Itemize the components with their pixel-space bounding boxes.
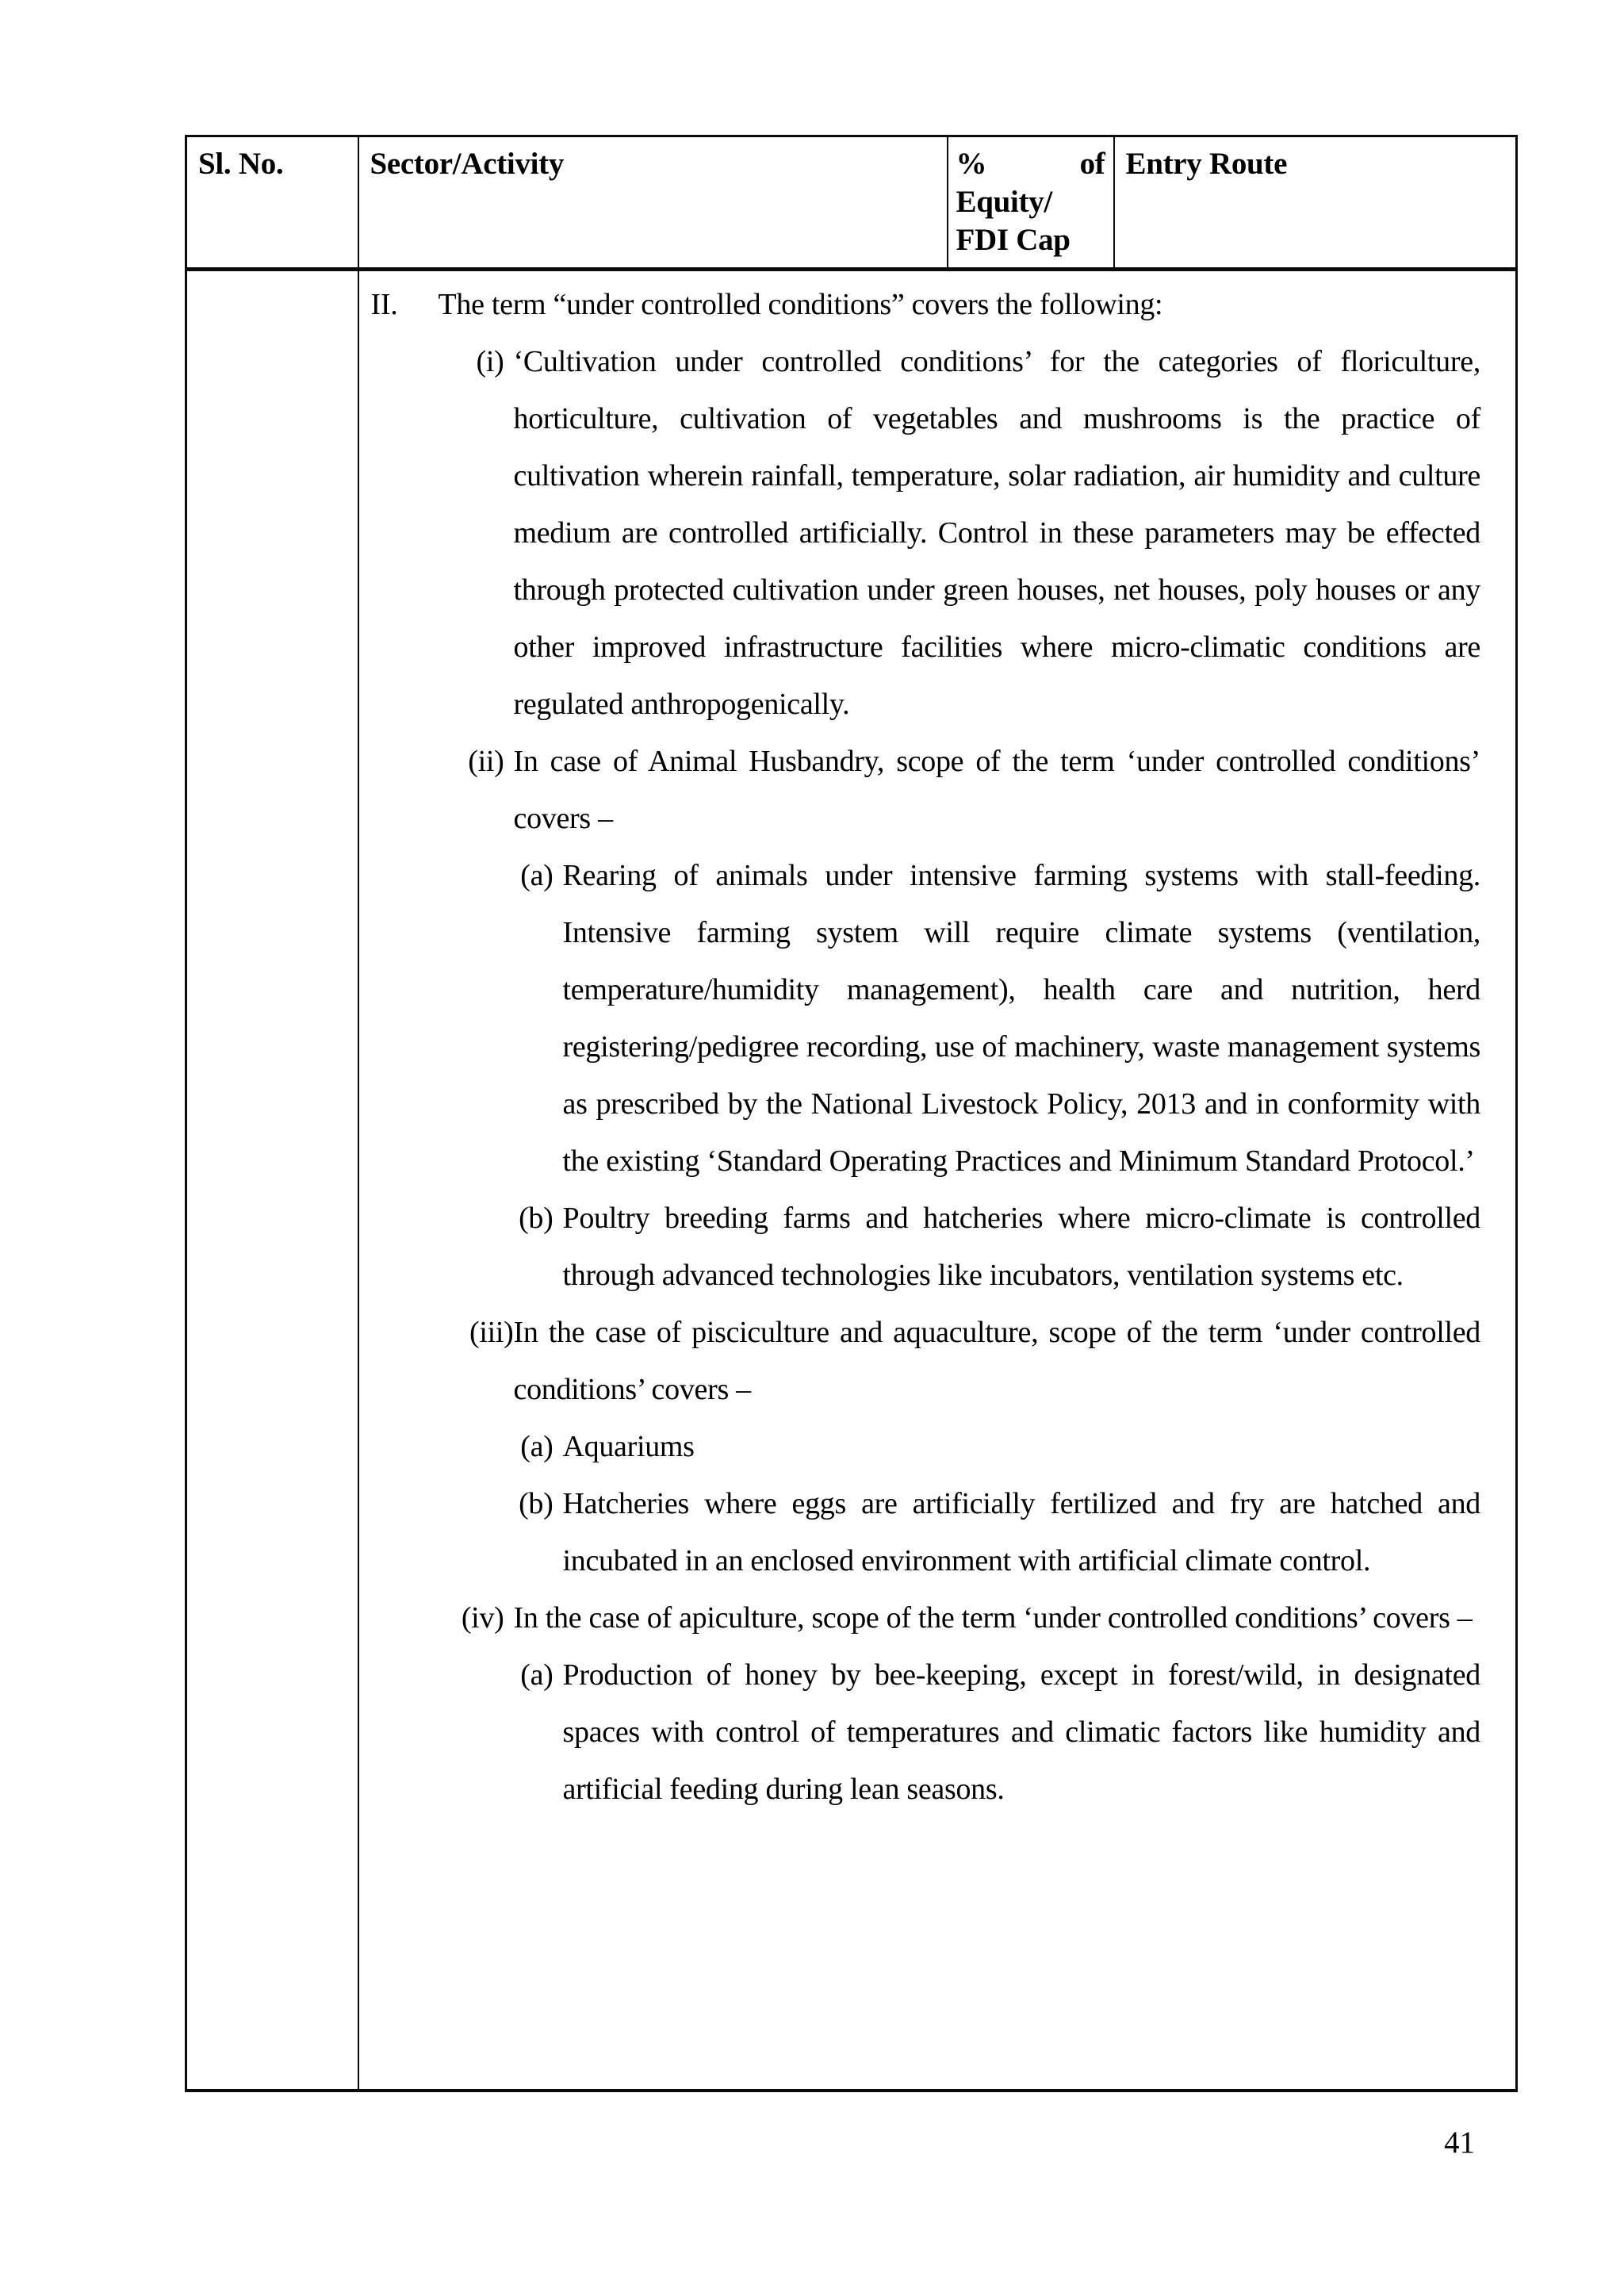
sub-item-iii-b-text: Hatcheries where eggs are artificially fertilized and fry are hatched and incubated in an enclosed environment with artificial climate control. bbox=[562, 1487, 1480, 1577]
sub-item-ii-b-text: Poultry breeding farms and hatcheries where micro-climate is controlled through advanced technologies like incubators, ventilation systems etc. bbox=[562, 1202, 1480, 1292]
column-header-entry-route: Entry Route bbox=[1114, 136, 1517, 270]
sub-marker-iv-a: (a) bbox=[520, 1658, 553, 1692]
table-header-row bbox=[186, 136, 1517, 270]
sub-item-iv-a-text: Production of honey by bee-keeping, except in forest/wild, in designated spaces with control of temperatures and climatic factors like humidity and artificial feeding during lean seasons. bbox=[562, 1658, 1480, 1806]
list-item-iii-text: In the case of pisciculture and aquaculture, scope of the term ‘under controlled conditions’ covers – bbox=[513, 1316, 1480, 1406]
clause-number: II. bbox=[370, 288, 398, 321]
clause-ii-row bbox=[370, 276, 1481, 333]
sub-marker-ii-b: (b) bbox=[519, 1202, 553, 1235]
list-marker-i: (i) bbox=[476, 345, 504, 378]
list-item-iv bbox=[461, 1589, 1481, 1646]
sector-activity-cell bbox=[358, 270, 1517, 2091]
column-header-sector-activity: Sector/Activity bbox=[358, 136, 948, 270]
sub-item-iii-a bbox=[520, 1418, 1481, 1475]
list-marker-ii: (ii) bbox=[468, 745, 504, 778]
list-item-iv-text: In the case of apiculture, scope of the term ‘under controlled conditions’ covers – bbox=[513, 1601, 1473, 1635]
sub-item-ii-a bbox=[520, 847, 1481, 1190]
sub-item-iv-a bbox=[520, 1646, 1481, 1818]
sl-no-cell bbox=[186, 270, 358, 2091]
column-header-equity-fdi-cap: % of Equity/ FDI Cap bbox=[948, 136, 1114, 270]
sub-marker-ii-a: (a) bbox=[520, 859, 553, 892]
sub-item-iii-b bbox=[519, 1475, 1481, 1589]
page-number: 41 bbox=[1444, 2125, 1475, 2160]
fdi-sector-table bbox=[185, 135, 1518, 2092]
list-marker-iv: (iv) bbox=[461, 1601, 504, 1635]
list-marker-iii: (iii) bbox=[469, 1316, 514, 1349]
list-item-iii bbox=[469, 1304, 1481, 1418]
sub-item-iii-a-text: Aquariums bbox=[562, 1430, 695, 1463]
column-header-sl-no: Sl. No. bbox=[186, 136, 358, 270]
list-item-ii-text: In case of Animal Husbandry, scope of the term ‘under controlled conditions’ covers – bbox=[513, 745, 1480, 835]
list-item-i bbox=[476, 333, 1481, 733]
table-body-row bbox=[186, 270, 1517, 2091]
sub-item-ii-b bbox=[519, 1190, 1481, 1304]
sub-marker-iii-a: (a) bbox=[520, 1430, 553, 1463]
sub-item-ii-a-text: Rearing of animals under intensive farming systems with stall-feeding. Intensive farming system will require climate systems (ventilation, temperature/humidity management), health care and nutrition, herd registering/pedigree recording, use of machinery, waste management systems as prescribed by the National Livestock Policy, 2013 and in conformity with the existing ‘Standard Operating Practices and Minimum Standard Protocol.’ bbox=[562, 859, 1480, 1178]
list-item-i-text: ‘Cultivation under controlled conditions’ for the categories of floriculture, horticulture, cultivation of vegetables and mushrooms is the practice of cultivation wherein rainfall, temperature, solar radiation, air humidity and culture medium are controlled artificially. Control in these parameters may be effected through protected cultivation under green houses, net houses, poly houses or any other improved infrastructure facilities where micro-climatic conditions are regulated anthropogenically. bbox=[513, 345, 1480, 721]
list-item-ii bbox=[468, 733, 1481, 847]
clause-intro-text: The term “under controlled conditions” covers the following: bbox=[438, 288, 1163, 321]
sub-marker-iii-b: (b) bbox=[519, 1487, 553, 1520]
